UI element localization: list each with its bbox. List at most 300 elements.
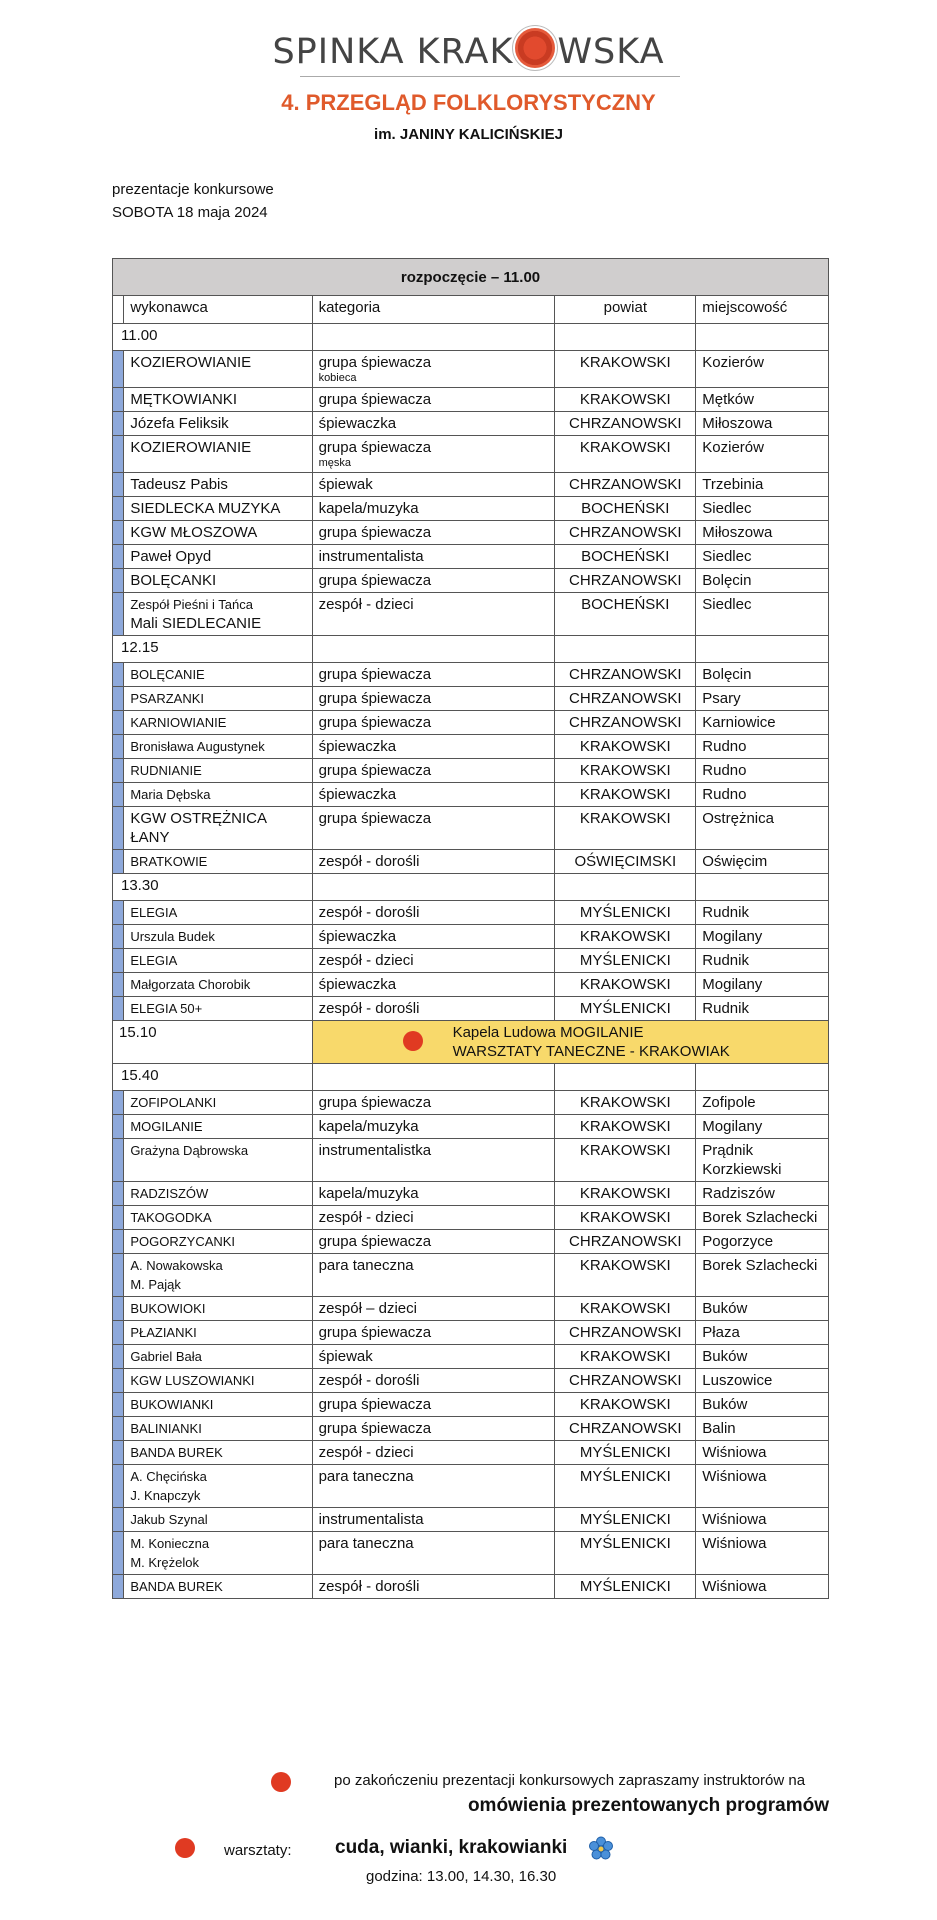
powiat-cell: CHRZANOWSKI [555, 473, 696, 497]
city-cell: Rudnik [696, 949, 829, 973]
table-row [113, 1393, 829, 1417]
row-marker [113, 1254, 124, 1297]
powiat-cell: KRAKOWSKI [555, 1345, 696, 1369]
city-cell: Kozierów [696, 351, 829, 388]
blue-flower-icon [588, 1836, 614, 1862]
category-label: grupa śpiewacza [318, 666, 432, 683]
row-marker [113, 497, 124, 521]
row-marker [113, 735, 124, 759]
category-cell [312, 759, 555, 783]
category-note: kobieca [318, 372, 357, 384]
header-city: miejscowość [696, 296, 829, 324]
performer-cell [124, 1230, 312, 1254]
row-marker [113, 1345, 124, 1369]
city-cell: Bolęcin [696, 663, 829, 687]
category-cell [312, 1393, 555, 1417]
performer-cell [124, 711, 312, 735]
category-label: grupa śpiewacza [318, 524, 432, 541]
performer-cell [124, 1465, 312, 1508]
category-label: śpiewak [318, 1348, 373, 1365]
city-cell: Balin [696, 1417, 829, 1441]
row-marker [113, 1139, 124, 1182]
red-dot-icon [175, 1838, 195, 1858]
performer-name: ELEGIA [130, 905, 178, 920]
header-category: kategoria [312, 296, 555, 324]
table-row [113, 351, 829, 388]
category-label: zespół - dorośli [318, 904, 420, 921]
category-label: kapela/muzyka [318, 500, 419, 517]
category-cell [312, 436, 555, 473]
row-marker [113, 997, 124, 1021]
powiat-cell: MYŚLENICKI [555, 1532, 696, 1575]
powiat-cell: KRAKOWSKI [555, 436, 696, 473]
time-slot-label: 11.00 [113, 324, 313, 351]
table-row [113, 1465, 829, 1508]
intro-line-1: prezentacje konkursowe [112, 181, 274, 198]
performer-name: RADZISZÓW [130, 1186, 209, 1201]
category-label: grupa śpiewacza [318, 1324, 432, 1341]
performer-name: BOLĘCANKI [130, 572, 217, 589]
category-label: zespół - dorośli [318, 1372, 420, 1389]
row-marker [113, 1182, 124, 1206]
row-marker [113, 687, 124, 711]
time-slot-label: 15.40 [113, 1064, 313, 1091]
performer-name: Urszula Budek [130, 929, 215, 944]
row-marker [113, 807, 124, 850]
performer-cell [124, 1417, 312, 1441]
powiat-cell: MYŚLENICKI [555, 997, 696, 1021]
powiat-cell: CHRZANOWSKI [555, 1230, 696, 1254]
powiat-cell: MYŚLENICKI [555, 1441, 696, 1465]
time-slot-label: 13.30 [113, 874, 313, 901]
schedule-table [112, 258, 829, 1599]
performer-name: Józefa Feliksik [130, 415, 229, 432]
row-marker [113, 663, 124, 687]
performer-cell [124, 1182, 312, 1206]
performer-prefix: Zespół Pieśni i Tańca [130, 597, 253, 612]
category-label: kapela/muzyka [318, 1185, 419, 1202]
intro-line-2: SOBOTA 18 maja 2024 [112, 204, 268, 221]
category-cell [312, 1321, 555, 1345]
table-row [113, 663, 829, 687]
city-cell: Prądnik Korzkiewski [696, 1139, 829, 1182]
workshop-hours: godzina: 13.00, 14.30, 16.30 [366, 1868, 557, 1885]
category-cell [312, 687, 555, 711]
city-cell: Ostrężnica [696, 807, 829, 850]
category-cell [312, 711, 555, 735]
table-row [113, 1139, 829, 1182]
performer-cell [124, 1532, 312, 1575]
performer-name: MOGILANIE [130, 1119, 203, 1134]
city-cell: Kozierów [696, 436, 829, 473]
city-cell: Mogilany [696, 1115, 829, 1139]
performer-name: Tadeusz Pabis [130, 476, 228, 493]
performer-name: Maria Dębska [130, 787, 211, 802]
city-cell: Borek Szlachecki [696, 1206, 829, 1230]
category-cell [312, 545, 555, 569]
performer-cell [124, 973, 312, 997]
category-cell [312, 1417, 555, 1441]
time-slot-row [113, 636, 829, 663]
empty-cell [696, 874, 829, 901]
table-row [113, 1297, 829, 1321]
powiat-cell: MYŚLENICKI [555, 1465, 696, 1508]
page-title: 4. PRZEGLĄD FOLKLORYSTYCZNY [281, 90, 656, 115]
city-cell: Karniowice [696, 711, 829, 735]
category-label: grupa śpiewacza [318, 690, 432, 707]
empty-cell [696, 636, 829, 663]
table-row [113, 1575, 829, 1599]
category-cell [312, 1254, 555, 1297]
performer-cell [124, 783, 312, 807]
empty-cell [696, 324, 829, 351]
table-row [113, 569, 829, 593]
category-label: zespół - dorośli [318, 1578, 420, 1595]
performer-cell [124, 1091, 312, 1115]
city-cell: Wiśniowa [696, 1575, 829, 1599]
empty-cell [555, 874, 696, 901]
powiat-cell: KRAKOWSKI [555, 735, 696, 759]
row-marker [113, 850, 124, 874]
powiat-cell: KRAKOWSKI [555, 1091, 696, 1115]
performer-name-2: M. Krężelok [130, 1555, 199, 1570]
category-label: zespół - dorośli [318, 1000, 420, 1017]
category-cell [312, 1230, 555, 1254]
category-label: śpiewaczka [318, 786, 397, 803]
performer-cell [124, 687, 312, 711]
header-marker-cell [113, 296, 124, 324]
performer-cell [124, 1441, 312, 1465]
city-cell: Luszowice [696, 1369, 829, 1393]
row-marker [113, 412, 124, 436]
row-marker [113, 1369, 124, 1393]
category-cell [312, 1369, 555, 1393]
performer-name: BRATKOWIE [130, 854, 208, 869]
category-label: zespół - dzieci [318, 1209, 414, 1226]
performer-name: POGORZYCANKI [130, 1234, 236, 1249]
category-cell [312, 783, 555, 807]
category-cell [312, 807, 555, 850]
powiat-cell: KRAKOWSKI [555, 351, 696, 388]
category-cell [312, 1575, 555, 1599]
category-label: zespół – dzieci [318, 1300, 417, 1317]
table-row [113, 925, 829, 949]
performer-name-2: M. Pająk [130, 1277, 181, 1292]
category-cell [312, 949, 555, 973]
workshop-row [113, 1021, 829, 1064]
performer-name: KGW LUSZOWIANKI [130, 1373, 255, 1388]
category-label: instrumentalistka [318, 1142, 432, 1159]
category-cell [312, 1115, 555, 1139]
powiat-cell: MYŚLENICKI [555, 1508, 696, 1532]
category-label: grupa śpiewacza [318, 1420, 432, 1437]
performer-name: Gabriel Bała [130, 1349, 202, 1364]
category-label: śpiewaczka [318, 415, 397, 432]
rose-logo-icon [515, 28, 555, 68]
city-cell: Siedlec [696, 545, 829, 569]
performer-name: KGW MŁOSZOWA [130, 524, 258, 541]
empty-cell [312, 1064, 555, 1091]
city-cell: Rudnik [696, 997, 829, 1021]
powiat-cell: MYŚLENICKI [555, 949, 696, 973]
performer-cell [124, 1321, 312, 1345]
start-time-label: rozpoczęcie – 11.00 [113, 259, 829, 296]
row-marker [113, 593, 124, 636]
empty-cell [696, 1064, 829, 1091]
category-cell [312, 1465, 555, 1508]
performer-name: A. Nowakowska [130, 1258, 223, 1273]
performer-name: TAKOGODKA [130, 1210, 212, 1225]
performer-cell [124, 473, 312, 497]
city-cell: Oświęcim [696, 850, 829, 874]
category-cell [312, 925, 555, 949]
table-row [113, 497, 829, 521]
city-cell: Pogorzyce [696, 1230, 829, 1254]
category-cell [312, 351, 555, 388]
powiat-cell: KRAKOWSKI [555, 1254, 696, 1297]
table-row [113, 949, 829, 973]
table-row [113, 711, 829, 735]
performer-cell [124, 1369, 312, 1393]
row-marker [113, 901, 124, 925]
logo-text-right: WSKA [557, 32, 665, 72]
powiat-cell: KRAKOWSKI [555, 1297, 696, 1321]
category-label: para taneczna [318, 1257, 414, 1274]
workshop-line-1: Kapela Ludowa MOGILANIE [452, 1024, 644, 1041]
empty-cell [555, 1064, 696, 1091]
performer-cell [124, 351, 312, 388]
row-marker [113, 1532, 124, 1575]
category-label: śpiewaczka [318, 738, 397, 755]
table-row [113, 1091, 829, 1115]
page-subtitle: im. JANINY KALICIŃSKIEJ [374, 126, 563, 143]
category-cell [312, 1508, 555, 1532]
table-row [113, 973, 829, 997]
performer-cell [124, 850, 312, 874]
powiat-cell: KRAKOWSKI [555, 1393, 696, 1417]
row-marker [113, 1206, 124, 1230]
city-cell: Rudno [696, 783, 829, 807]
performer-name: KARNIOWIANIE [130, 715, 227, 730]
row-marker [113, 545, 124, 569]
row-marker [113, 1115, 124, 1139]
table-row [113, 1417, 829, 1441]
workshop-cell [312, 1021, 828, 1064]
header-powiat: powiat [555, 296, 696, 324]
performer-cell [124, 901, 312, 925]
performer-cell [124, 545, 312, 569]
performer-cell [124, 1575, 312, 1599]
powiat-cell: MYŚLENICKI [555, 1575, 696, 1599]
time-slot-row [113, 324, 829, 351]
category-cell [312, 569, 555, 593]
row-marker [113, 1297, 124, 1321]
performer-cell [124, 1254, 312, 1297]
category-label: śpiewak [318, 476, 373, 493]
row-marker [113, 473, 124, 497]
row-marker [113, 1575, 124, 1599]
category-cell [312, 997, 555, 1021]
powiat-cell: CHRZANOWSKI [555, 1417, 696, 1441]
table-row [113, 1345, 829, 1369]
city-cell: Rudno [696, 735, 829, 759]
category-cell [312, 388, 555, 412]
row-marker [113, 351, 124, 388]
category-cell [312, 497, 555, 521]
category-label: zespół - dzieci [318, 952, 414, 969]
city-cell: Bolęcin [696, 569, 829, 593]
performer-cell [124, 997, 312, 1021]
category-note: męska [318, 457, 351, 469]
performer-cell [124, 663, 312, 687]
logo-text-left: SPINKA KRAK [272, 32, 514, 72]
performer-name: ZOFIPOLANKI [130, 1095, 217, 1110]
table-row [113, 687, 829, 711]
category-cell [312, 1182, 555, 1206]
city-cell: Wiśniowa [696, 1465, 829, 1508]
city-cell: Mogilany [696, 973, 829, 997]
category-label: instrumentalista [318, 548, 424, 565]
empty-cell [555, 324, 696, 351]
performer-name: BUKOWIANKI [130, 1397, 214, 1412]
powiat-cell: CHRZANOWSKI [555, 1321, 696, 1345]
table-row [113, 545, 829, 569]
empty-cell [555, 636, 696, 663]
performer-name-2: J. Knapczyk [130, 1488, 201, 1503]
table-row [113, 1441, 829, 1465]
powiat-cell: CHRZANOWSKI [555, 521, 696, 545]
performer-name: Paweł Opyd [130, 548, 212, 565]
table-row [113, 783, 829, 807]
category-label: grupa śpiewacza [318, 572, 432, 589]
category-label: grupa śpiewacza [318, 391, 432, 408]
category-label: grupa śpiewacza [318, 762, 432, 779]
row-marker [113, 521, 124, 545]
category-cell [312, 1297, 555, 1321]
header-performer: wykonawca [124, 296, 312, 324]
performer-cell [124, 1345, 312, 1369]
powiat-cell: KRAKOWSKI [555, 759, 696, 783]
city-cell: Psary [696, 687, 829, 711]
category-cell [312, 1139, 555, 1182]
category-label: instrumentalista [318, 1511, 424, 1528]
table-row [113, 521, 829, 545]
city-cell: Wiśniowa [696, 1532, 829, 1575]
performer-cell [124, 521, 312, 545]
table-row [113, 997, 829, 1021]
performer-cell [124, 388, 312, 412]
performer-name: Jakub Szynal [130, 1512, 208, 1527]
performer-cell [124, 735, 312, 759]
performer-name: MĘTKOWIANKI [130, 391, 237, 408]
category-cell [312, 1206, 555, 1230]
performer-cell [124, 925, 312, 949]
city-cell: Miłoszowa [696, 412, 829, 436]
row-marker [113, 1091, 124, 1115]
performer-cell [124, 1115, 312, 1139]
category-label: grupa śpiewacza [318, 354, 432, 371]
category-cell [312, 1532, 555, 1575]
powiat-cell: CHRZANOWSKI [555, 663, 696, 687]
city-cell: Miłoszowa [696, 521, 829, 545]
footer-note-bold: omówienia prezentowanych programów [467, 1795, 829, 1816]
table-row [113, 1369, 829, 1393]
category-cell [312, 412, 555, 436]
category-label: grupa śpiewacza [318, 810, 432, 827]
time-slot-label: 12.15 [113, 636, 313, 663]
category-cell [312, 593, 555, 636]
row-marker [113, 436, 124, 473]
red-dot-icon [403, 1031, 423, 1051]
powiat-cell: CHRZANOWSKI [555, 687, 696, 711]
powiat-cell: BOCHEŃSKI [555, 545, 696, 569]
table-row [113, 1230, 829, 1254]
table-row [113, 901, 829, 925]
city-cell: Siedlec [696, 593, 829, 636]
intro [112, 178, 274, 224]
performer-cell [124, 412, 312, 436]
category-label: śpiewaczka [318, 976, 397, 993]
performer-cell [124, 593, 312, 636]
city-cell: Zofipole [696, 1091, 829, 1115]
logo-underline [300, 76, 680, 77]
city-cell: Buków [696, 1393, 829, 1417]
table-row [113, 388, 829, 412]
performer-cell [124, 949, 312, 973]
city-cell: Wiśniowa [696, 1441, 829, 1465]
column-header-row [113, 296, 829, 324]
performer-cell [124, 1393, 312, 1417]
row-marker [113, 783, 124, 807]
table-row [113, 593, 829, 636]
performer-name: SIEDLECKA MUZYKA [130, 500, 281, 517]
category-label: zespół - dzieci [318, 1444, 414, 1461]
category-label: grupa śpiewacza [318, 1396, 432, 1413]
table-row [113, 412, 829, 436]
table-row [113, 1532, 829, 1575]
powiat-cell: BOCHEŃSKI [555, 593, 696, 636]
performer-name: KOZIEROWIANIE [130, 354, 252, 371]
city-cell: Mogilany [696, 925, 829, 949]
workshops-label: warsztaty: [224, 1842, 292, 1859]
performer-name: RUDNIANIE [130, 763, 202, 778]
table-row [113, 1182, 829, 1206]
category-label: śpiewaczka [318, 928, 397, 945]
city-cell: Buków [696, 1345, 829, 1369]
performer-name: ELEGIA 50+ [130, 1001, 203, 1016]
powiat-cell: KRAKOWSKI [555, 1115, 696, 1139]
category-cell [312, 473, 555, 497]
category-label: kapela/muzyka [318, 1118, 419, 1135]
city-cell: Trzebinia [696, 473, 829, 497]
row-marker [113, 1465, 124, 1508]
empty-cell [312, 324, 555, 351]
performer-name: BANDA BUREK [130, 1579, 223, 1594]
table-row [113, 1254, 829, 1297]
row-marker [113, 711, 124, 735]
category-label: zespół - dzieci [318, 596, 414, 613]
category-cell [312, 1441, 555, 1465]
row-marker [113, 1508, 124, 1532]
performer-cell [124, 1508, 312, 1532]
category-cell [312, 1091, 555, 1115]
powiat-cell: CHRZANOWSKI [555, 569, 696, 593]
powiat-cell: BOCHEŃSKI [555, 497, 696, 521]
category-cell [312, 901, 555, 925]
performer-name: Mali SIEDLECANIE [130, 615, 262, 632]
row-marker [113, 388, 124, 412]
table-row [113, 1206, 829, 1230]
